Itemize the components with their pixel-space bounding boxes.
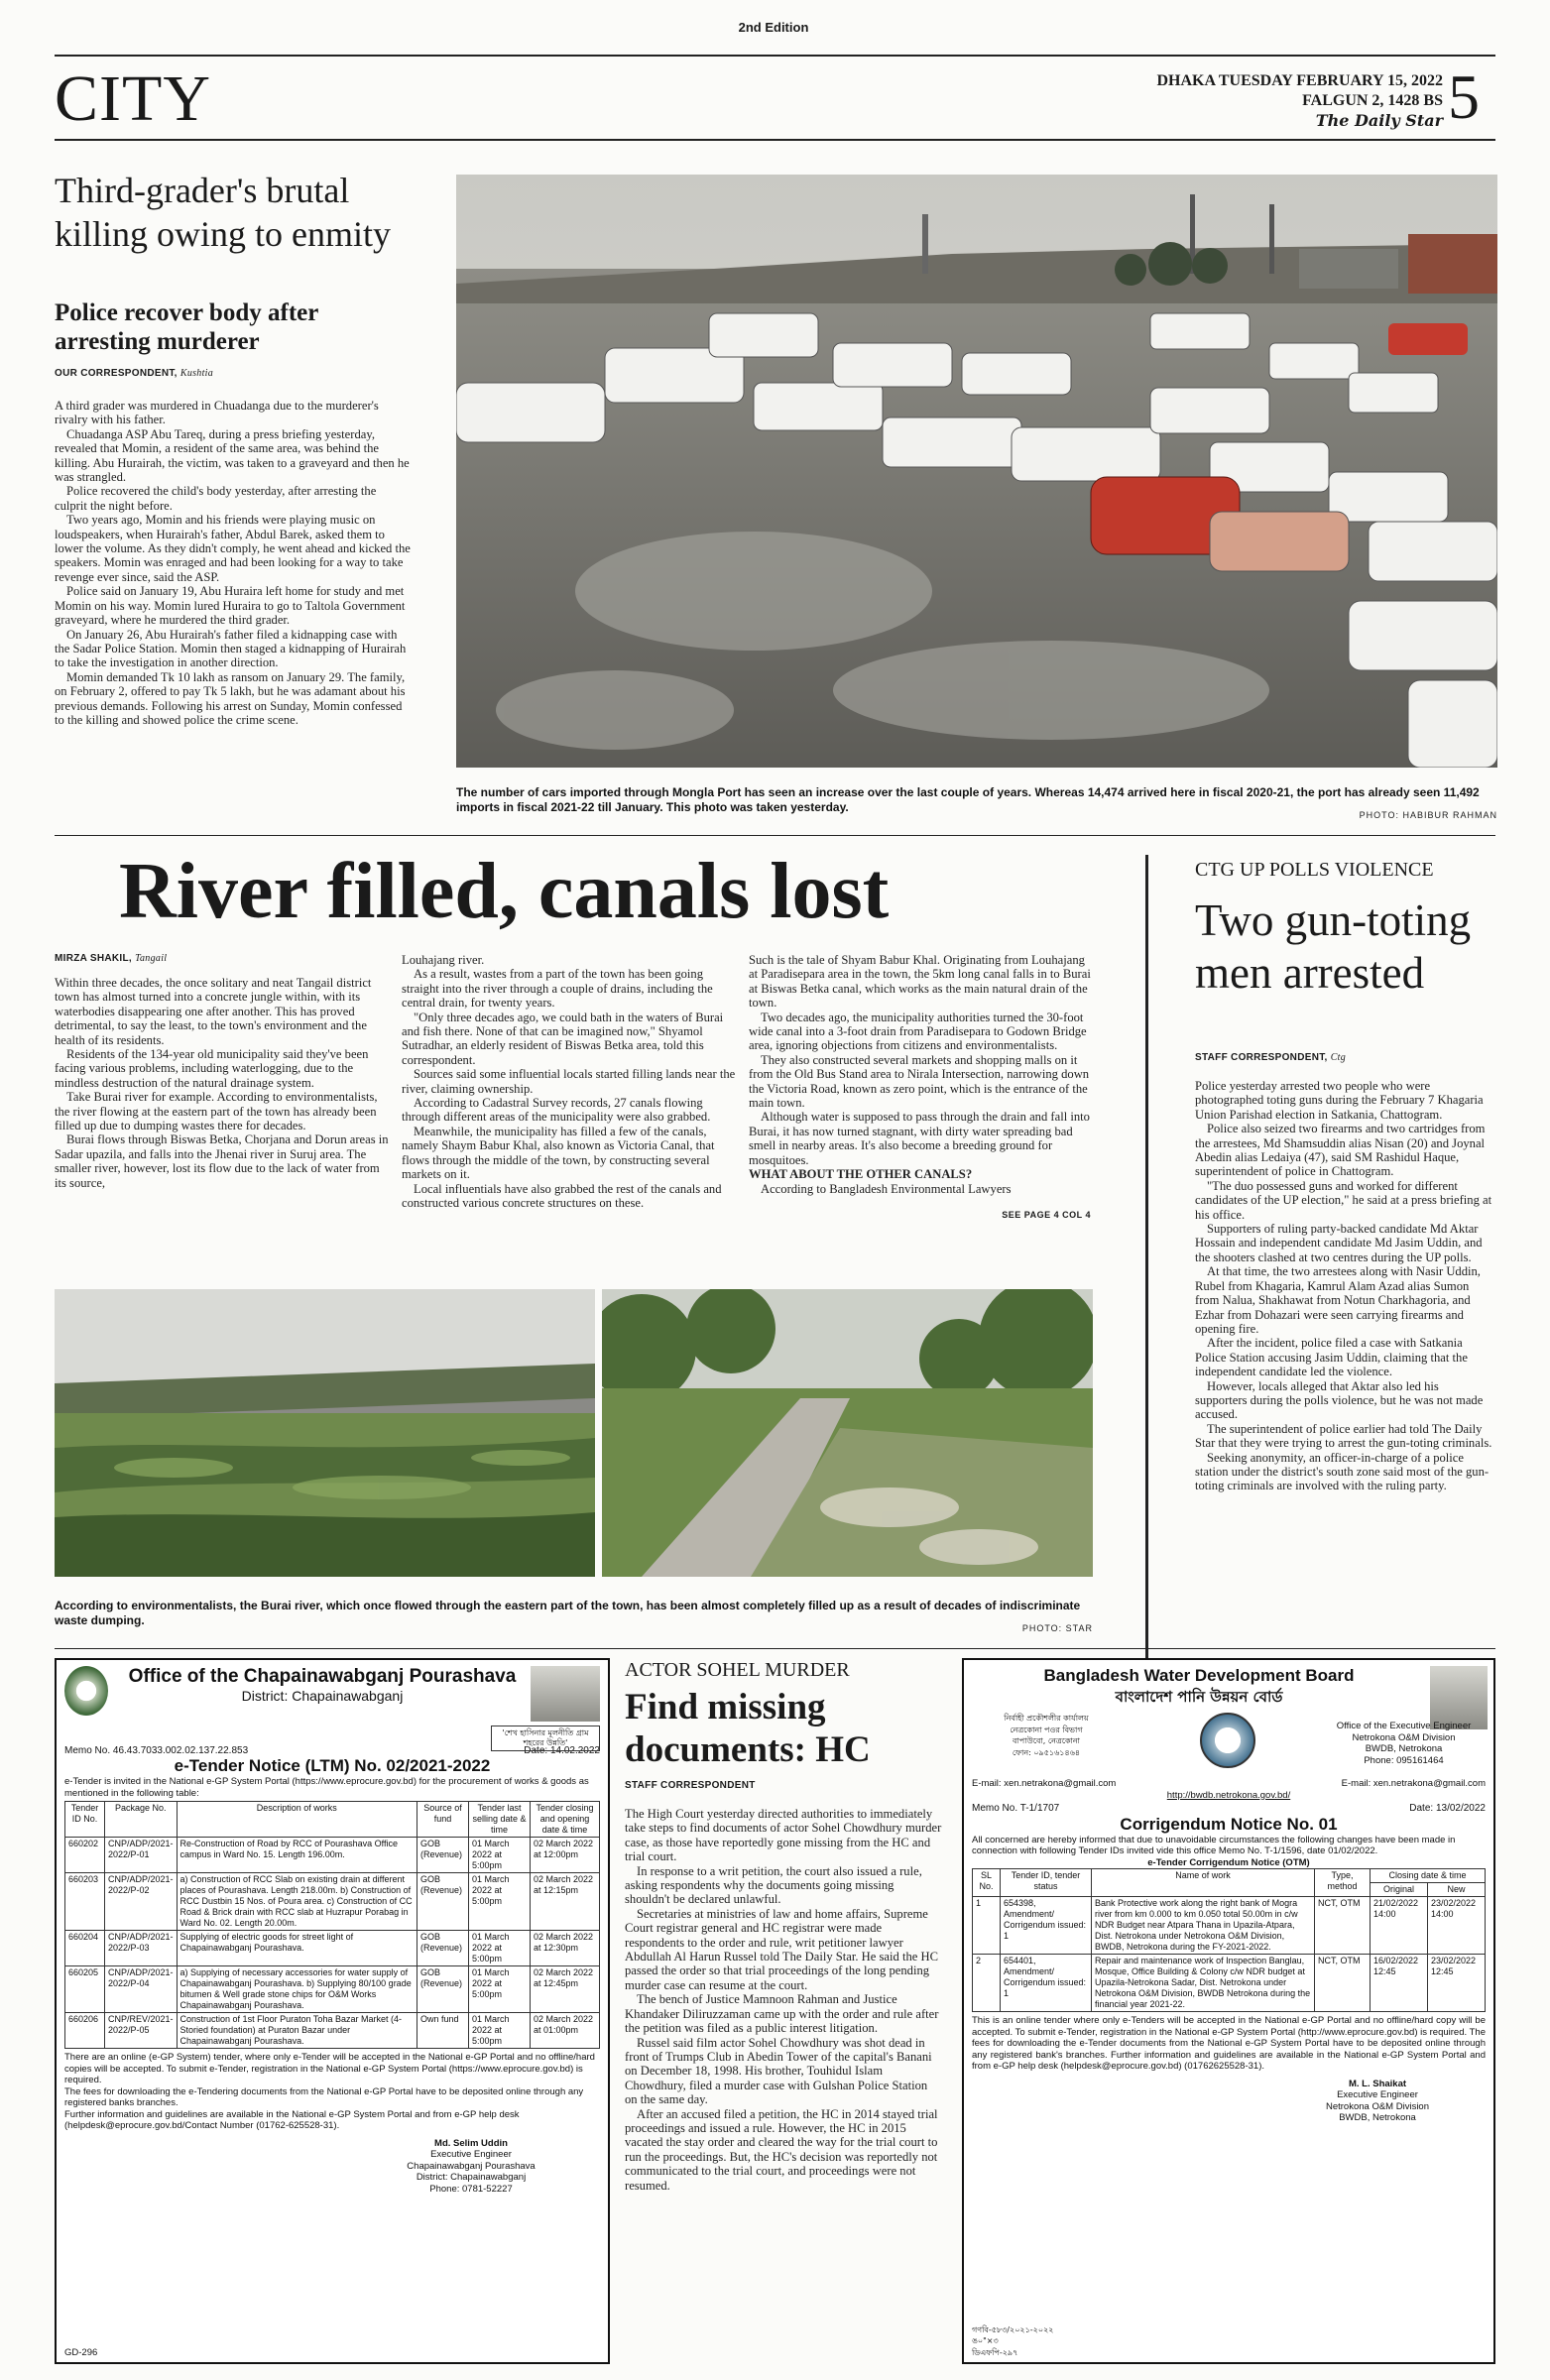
ad2-signer: M. L. Shaikat Executive Engineer Netrokona O&M Division BWDB, Netrokona [1325,2078,1429,2123]
story1-para: Momin demanded Tk 10 lakh as ransom on January 29. The family, on February 2, offered to pay Tk 5 lakh, but he was adamant about his previous demands. Following his arrest on Sunday, Momin confessed to the killing and showed police the crime scene. [55,669,406,727]
story2-para: Take Burai river for example. According to environmentalists, the river flowing at the eastern part of the town has already been filled up due to dumping wastes there for decades. [55,1090,378,1133]
story4-para: The bench of Justice Mamnoon Rahman and Justice Khandaker Diliruzzaman came up with the order and rule after the petition was filed as a public interest litigation. [625,1992,939,2036]
ad1-header: Description of works [177,1802,417,1838]
ad2-memo: Memo No. T-1/1707 [972,1803,1060,1814]
story3-para: After the incident, police filed a case with Satkania Police Station accusing Jasim Uddin, claiming that the independent candidate led the violence. [1195,1336,1468,1379]
story1-para: Two years ago, Momin and his friends were playing music on loudspeakers, when Hurairah's father, Abdul Barek, asked them to lower the volume. As they didn't comply, he went ahead and kicked the speakers. Momin was enraged and had been looking for a way to take revenge ever since, said the ASP. [55,513,411,584]
table-cell: GOB (Revenue) [417,1966,469,2013]
table-cell: 21/02/2022 14:00 [1371,1897,1428,1955]
ad1-code: GD-296 [64,2346,98,2358]
ad1-footer-line: There are an online (e-GP System) tender, where only e-Tender will be accepted in the National e-GP Portal and no offline/hard copies will be accepted. To submit e-Tender, registration in the National e-GP System Portal (https://www.eprocure.gov.bd) is required. [64,2052,595,2085]
table-row [65,1873,600,1931]
ad2-date: Date: 13/02/2022 [1409,1803,1486,1814]
table-cell: Construction of 1st Floor Puraton Toha Bazar Market (4-Storied foundation) at Puraton Bazar under Chapainawabganj Pourashava. [177,2013,417,2049]
story2-byline: MIRZA SHAKIL, Tangail [55,953,168,964]
table-cell: 01 March 2022 at 5:00pm [469,1931,531,1966]
ad2-left-email[interactable]: E-mail: xen.netrakona@gmail.com [972,1778,1117,1789]
story1-byline: OUR CORRESPONDENT, Kushtia [55,368,214,379]
story2-col1 [55,976,392,1224]
ad1-office: Office of the Chapainawabganj Pourashava [128,1666,517,1687]
ad2-table-title: e-Tender Corrigendum Notice (OTM) [1147,1856,1310,1868]
photo2-credit: PHOTO: STAR [1021,1623,1093,1633]
table-row [973,1955,1486,2012]
story3-para: However, locals alleged that Aktar also led his supporters during the polls violence, but he was not made accused. [1195,1378,1484,1422]
table-cell: 01 March 2022 at 5:00pm [469,1838,531,1873]
ad2-footer: This is an online tender where only e-Tenders will be accepted in the National e-GP Portal and no offline/hard copy will be accepted. To submit e-Tender, registration in the National e-GP System Portal (http://www.eprocure.gov.bd) is required. The fees for downloading the e-Tender documents from the National e-GP System Portal have to be deposited online through any registered bank's branches. Further information and guidelines are available in the National e-GP System Portal and from e-GP help desk (helpdesk@eprocure.gov.bd) (01762625528-31). [972,2015,1486,2072]
ad2-header: Closing date & time [1371,1869,1486,1883]
table-row [65,2013,600,2049]
story1-para: Police recovered the child's body yesterday, after arresting the culprit the night before. [55,484,377,513]
edition-label: 2nd Edition [738,20,809,35]
table-cell: GOB (Revenue) [417,1873,469,1931]
ad2-notice-title: Corrigendum Notice No. 01 [1120,1814,1338,1834]
ad2-header: Tender ID, tender status [1001,1869,1092,1897]
ad2-header: Name of work [1092,1869,1315,1897]
ad1-slogan: 'শেখ হাসিনার মূলনীতি গ্রাম শহরের উন্নতি' [491,1726,600,1751]
section-title: CITY [55,62,211,135]
story1-para: Police said on January 19, Abu Huraira left home for study and met Momin on his way. Momin lured Huraira to go to Taltola Government graveyard, where he murdered the third grader. [55,584,406,628]
table-cell: CNP/ADP/2021-2022/P-01 [105,1838,178,1873]
story2-para: Within three decades, the once solitary and neat Tangail district town has almost turned into a concrete jungle within, with its waterbodies disappearing one after another. This has proved detrimental, to say the least, to the town's environment and the health of its residents. [55,976,372,1047]
section-rule-1 [55,835,1495,836]
ad1-footer-line: The fees for downloading the e-Tendering documents from the National e-GP Portal have to be deposited online through any registered banks branches. [64,2085,584,2108]
photo2-caption: According to environmentalists, the Burai river, which once flowed through the eastern part of the town, has been almost completely filled up as a result of decades of indiscriminate waste dumping. [55,1599,1081,1627]
story3-headline: Two gun-toting men arrested [1195,895,1472,998]
table-cell: CNP/REV/2021-2022/P-05 [105,2013,178,2049]
ad2-left-block: নির্বাহী প্রকৌশলীর কার্যালয় নেত্রকোনা পওর বিভাগ বাপাউবো, নেত্রকোনা ফোন: ০৯৫১৬১৪৬৪ [1004,1714,1089,1757]
table-cell: Re-Construction of Road by RCC of Pourashava Office campus in Ward No. 15. Length 196.00m. [177,1838,417,1873]
ad2-right-block: Office of the Executive Engineer Netrokona O&M Division BWDB, Netrokona Phone: 095161464 [1336,1721,1472,1766]
story2-headline: River filled, canals lost [119,848,890,935]
ad1-header: Tender last selling date & time [469,1802,531,1838]
table-row [65,1838,600,1873]
table-cell: 16/02/2022 12:45 [1371,1955,1428,2012]
story2-col3 [749,953,1091,1206]
story2-para: Sources said some influential locals started filling lands near the river, claiming ownership. [402,1067,736,1096]
ad2-title-bn: বাংলাদেশ পানি উন্নয়ন বোর্ড [1115,1688,1283,1706]
story2-para: They also constructed several markets and shopping malls on it from the Old Bus Stand area to Nirala Intersection, narrowing down the Victoria Road, known as zero point, which is the entrance of the main town. [749,1052,1090,1111]
story2-para: As a result, wastes from a part of the town has been going straight into the river through a couple of drains, including the central drain, for twenty years. [402,967,713,1011]
dateline: DHAKA TUESDAY FEBRUARY 15, 2022 FALGUN 2, 1428 BS The Daily Star [1156,72,1443,130]
table-cell: 01 March 2022 at 5:00pm [469,1966,531,2013]
bangladesh-emblem-icon [64,1666,108,1716]
table-cell: 23/02/2022 12:45 [1428,1955,1486,2012]
photo1-credit: PHOTO: HABIBUR RAHMAN [1359,810,1497,820]
table-cell: Repair and maintenance work of Inspection Banglau, Mosque, Office Building & Colony c/w NDR budget at Upazila-Netrokona Sadar, Dist. Netrokona under Netrokona O&M Division, BWDB Netrokona during the financial year 2021-22. [1092,1955,1315,2012]
table-row [973,1897,1486,1955]
story4-para: Secretaries at ministries of law and home affairs, Supreme Court registrar general and HC registrar were made respondents to the order and rule, writ petitioner lawyer Abdullah Al Harun Russel told The Daily Star. He said the HC passed the order so that trial proceedings of the long pending murder case can resume at the court. [625,1906,938,1992]
story1-deck: Police recover body after arresting murderer [55,299,318,355]
story3-para: Supporters of ruling party-backed candidate Md Aktar Hossain and independent candidate Md Jasim Uddin, and the shooters clashed at two centres during the UP polls. [1195,1222,1483,1264]
ad1-header: Package No. [105,1802,178,1838]
story4-body [625,1807,942,2367]
table-row [65,1931,600,1966]
ad2-codes: গণবি-৫৮৩/২০২১-২০২২ ঙ০"×৩ ডিএফপি-২৯৭ [972,2324,1054,2357]
ad1-date: Date: 14.02.2022 [524,1745,600,1756]
portrait-icon [531,1666,600,1722]
story1-para: Chuadanga ASP Abu Tareq, during a press briefing yesterday, revealed that Momin, a resident of the same area, was behind the killing. Abu Hurairah, the victim, was taken to a graveyard and then he was strangled. [55,426,410,485]
corrigendum-notice-bwdb [962,1658,1495,2364]
story2-para: Louhajang river. [402,953,485,967]
table-cell: 660202 [65,1838,105,1873]
story3-para: Seeking anonymity, an officer-in-charge of a police station under the district's south zone said most of the gun-toting criminals are involved with the ruling party. [1195,1450,1490,1493]
table-row [65,1966,600,2013]
ad1-header: Source of fund [417,1802,469,1838]
top-rule [55,55,1495,57]
ad1-footer-line: Further information and guidelines are available in the National e-GP System Portal and from e-GP help desk (helpdesk@eprocure.gov.bd/Contact Number (01762-625528-31). [64,2108,520,2131]
burai-river-photo-right [602,1289,1093,1577]
story2-para: Meanwhile, the municipality has filled a few of the canals, namely Shaym Babur Khal, also known as Victoria Canal, that flows through the middle of the town, by constructing several markets on it. [402,1124,715,1182]
ad2-header: SL No. [973,1869,1001,1897]
tender-notice-chapainawabganj [55,1658,610,2364]
table-cell: 660205 [65,1966,105,2013]
story3-para: Police also seized two firearms and two cartridges from the arrestees, Md Shamsuddin alias Nisan (20) and Joynal Abedin alias Ledaiya (47), said SM Rashidul Haque, superintendent of police in Chattogram. [1195,1122,1486,1179]
table-cell: 02 March 2022 at 12:30pm [531,1931,600,1966]
section-rule-2 [55,1648,1495,1649]
ad1-memo: Memo No. 46.43.7033.002.02.137.22.853 [64,1745,249,1756]
story2-para: Such is the tale of Shyam Babur Khal. Originating from Louhajang at Paradisepara area in the town, the 5km long canal falls in to Burai at Biswas Betka canal, which works as the main natural drain of the town. [749,953,1091,1011]
table-cell: 654401, Amendment/ Corrigendum issued: 1 [1001,1955,1092,2012]
table-cell: GOB (Revenue) [417,1931,469,1966]
ad1-header: Tender closing and opening date & time [531,1802,600,1838]
story4-headline: Find missing documents: HC [625,1687,871,1770]
table-cell: Own fund [417,2013,469,2049]
story2-para: "Only three decades ago, we could bath in the waters of Burai and fish there. None of that can be imagined now," Shyamol Sutradhar, an elderly resident of Biswas Betka area, told this correspondent. [402,1010,724,1067]
story4-kicker: ACTOR SOHEL MURDER [625,1659,850,1681]
ad2-right-email[interactable]: E-mail: xen.netrakona@gmail.com [1341,1778,1486,1789]
story4-para: The High Court yesterday directed authorities to immediately take steps to find documents of actor Sohel Chowdhury murder case, as those have reportedly gone missing from the HC and trial court. [625,1807,942,1864]
table-cell: CNP/ADP/2021-2022/P-04 [105,1966,178,2013]
ad1-header: Tender ID No. [65,1802,105,1838]
story2-para: According to Bangladesh Environmental Lawyers [761,1181,1012,1196]
table-cell: 660203 [65,1873,105,1931]
story4-para: After an accused filed a petition, the HC in 2014 stayed trial proceedings and issued a rule. However, the HC in 2015 vacated the stay order and cleared the way for the trial court to run the proceedings. But, the HC's decision was reportedly not communicated to the trial court, and proceedings were not resumed. [625,2106,938,2193]
burai-river-photo-left [55,1289,595,1577]
story2-jump[interactable]: SEE PAGE 4 COL 4 [1002,1210,1091,1220]
story1-para: On January 26, Abu Hurairah's father filed a kidnapping case with the Sadar Police Station. Momin then staged a kidnapping of Hurairah to take the investigation in another direction. [55,627,407,670]
story4-para: In response to a writ petition, the court also issued a rule, asking respondents why the documents going missing shouldn't be declared unlawful. [625,1863,922,1907]
table-cell: NCT, OTM [1315,1897,1371,1955]
table-cell: 02 March 2022 at 12:45pm [531,1966,600,2013]
story3-byline: STAFF CORRESPONDENT, Ctg [1195,1052,1347,1063]
ad2-intro: All concerned are hereby informed that due to unavoidable circumstances the following changes have been made in connection with following Tender IDs invited vide this office Memo No. T-1/1596, date 01/02/2022. [972,1834,1456,1856]
story2-para: Residents of the 134-year old municipality said they've been facing various problems, including waterlogging, due to the mindless destruction of the natural drainage system. [55,1047,369,1090]
bwdb-logo-icon [1200,1713,1255,1768]
story4-para: Russel said film actor Sohel Chowdhury was shot dead in front of Trumps Club in Abedin Tower of the capital's Banani on December 18, 1998. His brother, Touhidul Islam Chowdhury, filed a murder case with Gulshan Police Station on the same day. [625,2035,932,2107]
ad1-title: e-Tender Notice (LTM) No. 02/2021-2022 [174,1756,491,1775]
table-cell: 2 [973,1955,1001,2012]
table-cell: 654398, Amendment/ Corrigendum issued: 1 [1001,1897,1092,1955]
table-cell: a) Construction of RCC Slab on existing drain at different places of Pourashava. Length 218.00m. b) Construction of RCC Dustbin 15 Nos. of Poura area. c) Construction of CC Road & Brick drain with RCC slab at Huzrapur Porabag in Ward No. 02. Length 20.00m. [177,1873,417,1931]
table-cell: 1 [973,1897,1001,1955]
story1-para: A third grader was murdered in Chuadanga due to the murderer's rivalry with his father. [55,399,379,427]
table-cell: 02 March 2022 at 01:00pm [531,2013,600,2049]
story2-para: According to Cadastral Survey records, 27 canals flowing through different areas of the municipality were also grabbed. [402,1096,711,1125]
story2-para: Local influentials have also grabbed the rest of the canals and constructed various concrete structures on these. [402,1181,722,1210]
story3-para: The superintendent of police earlier had told The Daily Star that they were trying to arrest the gun-toting criminals. [1195,1421,1492,1451]
table-cell: 01 March 2022 at 5:00pm [469,2013,531,2049]
ad2-corrigendum-table [972,1868,1486,2012]
photo1-caption: The number of cars imported through Mongla Port has seen an increase over the last couple of years. Whereas 14,474 arrived here in fiscal 2020-21, the port has already seen 11,492 imports in fiscal 2021-22 till January. This photo was taken yesterday. [456,785,1480,814]
ad1-signer: Md. Selim Uddin Executive Engineer Chapainawabganj Pourashava District: Chapainawabganj Phone: 0781-52227 [407,2137,536,2195]
page-number: 5 [1448,61,1480,132]
table-cell: CNP/ADP/2021-2022/P-02 [105,1873,178,1931]
ad2-title: Bangladesh Water Development Board [1043,1666,1355,1685]
story2-subhead: WHAT ABOUT THE OTHER CANALS? [749,1167,973,1182]
story4-byline: STAFF CORRESPONDENT [625,1780,756,1791]
story3-para: Police yesterday arrested two people who were photographed toting guns during the February 7 Khagaria Union Parishad election in Satkania, Chattogram. [1195,1079,1484,1122]
ad2-header: Original [1371,1883,1428,1897]
table-cell: 660206 [65,2013,105,2049]
story1-headline: Third-grader's brutal killing owing to enmity [55,171,391,254]
table-cell: 02 March 2022 at 12:15pm [531,1873,600,1931]
table-cell: CNP/ADP/2021-2022/P-03 [105,1931,178,1966]
port-cars-photo [456,175,1497,768]
ad1-tender-table [64,1801,600,2049]
story3-top-rule [1145,855,1148,1658]
ad2-web[interactable]: http://bwdb.netrokona.gov.bd/ [1166,1789,1291,1801]
table-cell: 23/02/2022 14:00 [1428,1897,1486,1955]
story2-para: Burai flows through Biswas Betka, Chorjana and Dorun areas in Sadar upazila, and falls into the Jhenai river in Suruj area. The smaller river, however, lost its flow due to the lack of water from its source, [55,1132,389,1190]
story2-para: Two decades ago, the municipality authorities turned the 30-foot wide canal into a 3-foot drain from Paradisepara to Godown Bridge area, ignoring objections from citizens and environmentalists. [749,1010,1087,1053]
story3-para: "The duo possessed guns and worked for different candidates of the UP election," he said at a press briefing at his office. [1195,1178,1492,1222]
table-cell: GOB (Revenue) [417,1838,469,1873]
ad1-intro: e-Tender is invited in the National e-GP System Portal (https://www.eprocure.gov.bd) for the procurement of works & goods as mentioned in the following table: [64,1776,589,1799]
ad2-header: New [1428,1883,1486,1897]
table-cell: 660204 [65,1931,105,1966]
story2-col2 [402,953,739,1224]
table-cell: 02 March 2022 at 12:00pm [531,1838,600,1873]
table-cell: a) Supplying of necessary accessories for water supply of Chapainawabganj Pourashava. b) Supplying 80/100 grade bitumen & Well grade stone chips for O&M Works Chapainawabganj Pourashava. [177,1966,417,2013]
masthead-rule [55,139,1495,141]
ad1-district: District: Chapainawabganj [241,1688,404,1704]
story3-body [1195,1079,1492,1654]
story3-kicker: CTG UP POLLS VIOLENCE [1195,859,1434,881]
story2-para: Although water is supposed to pass through the drain and fall into Burai, it has now turned stagnant, with dirty water spreading bad smell in nearby areas. It's also become a breeding ground for mosquitoes. [749,1110,1090,1167]
table-cell: Bank Protective work along the right bank of Mogra river from km 0.000 to km 0.050 total 50.00m in c/w NDR Budget near Atpara Thana in Upazila-Atpara, Dist. Netrokona under Netrokona O&M Division, BWDB, Netrokona during the FY-2021-2022. [1092,1897,1315,1955]
table-cell: Supplying of electric goods for street light of Chapainawabganj Pourashava. [177,1931,417,1966]
story1-body [55,399,412,815]
story3-para: At that time, the two arrestees along with Nasir Uddin, Rubel from Khagaria, Kamrul Alam Azad alias Sumon from Nalua, Shakhawat from Notun Charkhagoria, and Ezhar from Dohazari were seen carrying firearms and opening fire. [1195,1264,1481,1336]
table-cell: 01 March 2022 at 5:00pm [469,1873,531,1931]
ad2-header: Type, method [1315,1869,1371,1897]
table-cell: NCT, OTM [1315,1955,1371,2012]
